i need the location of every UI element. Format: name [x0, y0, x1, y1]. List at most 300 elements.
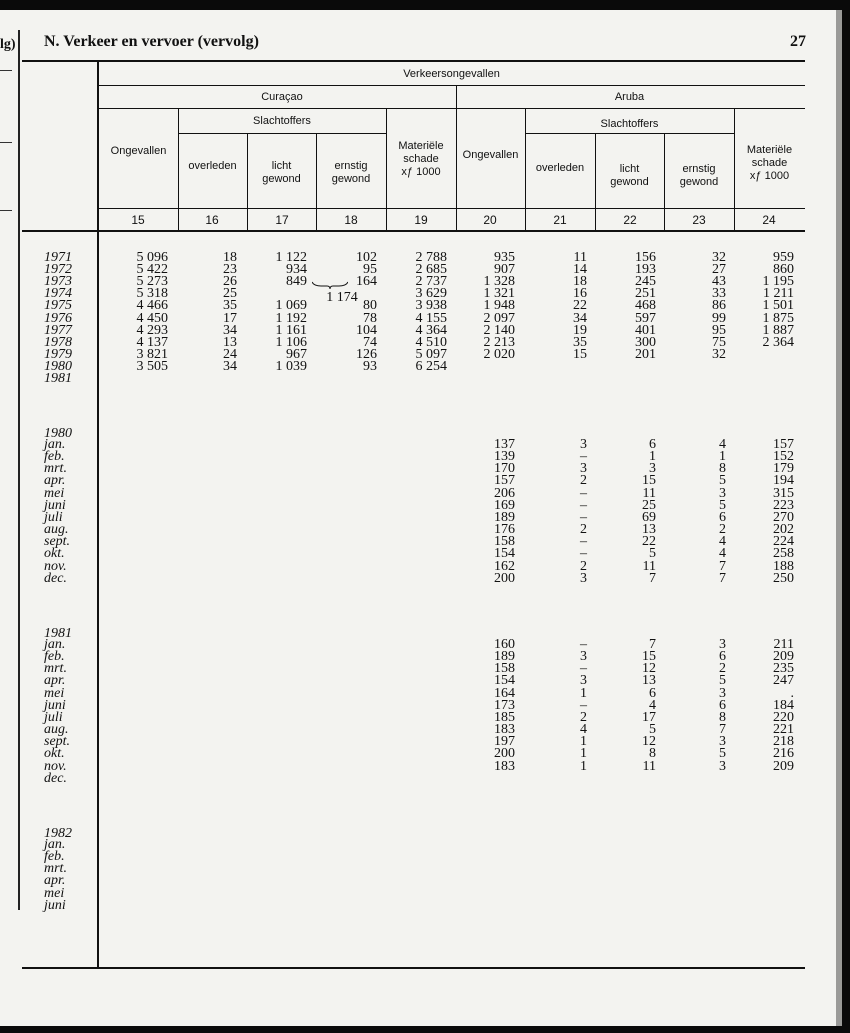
label: xƒ 1000	[749, 170, 790, 182]
table-row	[0, 497, 836, 513]
cell-col-21: 1	[580, 685, 587, 701]
cell-col-20: 183	[494, 758, 515, 774]
cell-col-21: 19	[573, 322, 587, 338]
label: Materiële	[746, 144, 793, 156]
column-number: 21	[553, 213, 567, 227]
cell-col-24: 218	[773, 734, 794, 750]
table-row	[0, 524, 836, 536]
cell-col-24: 247	[773, 673, 794, 689]
row-label: jan.	[44, 637, 66, 652]
cell-col-23: 32	[712, 346, 726, 362]
table-row	[0, 709, 836, 725]
previous-page-fragment: lg)	[0, 37, 16, 52]
cell-col-24: 202	[773, 522, 794, 538]
table-row	[0, 451, 836, 463]
cell-col-21: –	[580, 661, 587, 677]
cell-col-16: 26	[223, 274, 237, 290]
cell-col-20: 1 948	[483, 298, 515, 314]
row-label: aug.	[44, 722, 69, 738]
row-label: jan.	[44, 837, 66, 852]
table-row	[0, 758, 836, 774]
cell-col-21: –	[580, 497, 587, 513]
table-row	[0, 509, 836, 525]
cell-col-20: 189	[494, 509, 515, 525]
cell-col-20: 2 097	[483, 310, 515, 326]
row-label: juli	[44, 709, 63, 725]
curacao-overleden: overleden	[188, 160, 237, 172]
cell-col-22: 25	[642, 497, 656, 513]
cell-col-24: 860	[773, 262, 794, 278]
cell-col-22: 1	[649, 449, 656, 465]
table-row	[0, 439, 836, 451]
cell-col-24: 1 887	[762, 322, 794, 338]
cell-col-17: 1 039	[275, 358, 307, 374]
cell-col-23: 6	[719, 649, 726, 665]
row-label: 1972	[44, 262, 72, 278]
year-block-label: 1982	[44, 826, 72, 841]
row-label: feb.	[44, 649, 65, 665]
table-row	[0, 770, 836, 786]
cell-col-20: 157	[494, 473, 515, 489]
cell-col-23: 5	[719, 473, 726, 489]
cell-col-20: 2 213	[483, 334, 515, 350]
cell-col-21: 3	[580, 649, 587, 665]
cell-col-22: 5	[649, 722, 656, 738]
cell-col-21: 18	[573, 274, 587, 290]
table-row	[0, 736, 836, 748]
cell-col-23: 7	[719, 570, 726, 586]
row-label: mei	[44, 685, 65, 701]
rule	[98, 108, 805, 109]
cell-col-19: 3 938	[415, 298, 447, 314]
header-bottom-rule	[22, 230, 805, 232]
cell-col-20: 189	[494, 649, 515, 665]
label: gewond	[679, 176, 719, 188]
cell-col-16: 13	[223, 334, 237, 350]
curacao-header: Curaçao	[261, 91, 303, 103]
cell-col-21: 16	[573, 286, 587, 302]
cell-col-22: 251	[635, 286, 656, 302]
cell-col-22: 468	[635, 298, 656, 314]
table-row	[0, 685, 836, 701]
page-edge	[836, 10, 842, 1026]
cell-col-21: 2	[580, 709, 587, 725]
row-label: 1979	[44, 346, 72, 362]
cell-col-21: 3	[580, 437, 587, 452]
cell-col-22: 12	[642, 661, 656, 677]
cell-col-19: 6 254	[415, 358, 447, 374]
label: xƒ 1000	[401, 166, 441, 178]
cell-col-21: 1	[580, 758, 587, 774]
curacao-schade	[386, 140, 456, 179]
cell-col-15: 4 450	[136, 310, 168, 326]
column-number: 15	[131, 213, 145, 227]
column-number: 23	[692, 213, 706, 227]
row-label: 1981	[44, 371, 72, 386]
cell-col-23: 27	[712, 262, 726, 278]
cell-col-21: 22	[573, 298, 587, 314]
cell-col-22: 11	[642, 485, 656, 501]
cell-col-24: 194	[773, 473, 794, 489]
row-label: nov.	[44, 758, 67, 774]
cell-col-15: 5 318	[136, 286, 168, 302]
row-label: feb.	[44, 849, 65, 865]
table-row	[0, 570, 836, 586]
column-number: 19	[414, 213, 428, 227]
year-block-label: 1980	[44, 426, 72, 441]
cell-col-23: 95	[712, 322, 726, 338]
cell-col-18: 102	[356, 250, 377, 265]
cell-col-22: 5	[649, 546, 656, 562]
cell-col-24: 1 501	[762, 298, 794, 314]
row-label: 1974	[44, 286, 72, 302]
cell-col-18: 104	[356, 322, 377, 338]
cell-col-21: 3	[580, 570, 587, 586]
cell-col-23: 6	[719, 509, 726, 525]
cell-col-18: 80	[363, 298, 377, 314]
cell-col-23: 7	[719, 722, 726, 738]
cell-col-17: 1 161	[275, 322, 307, 338]
row-label: apr.	[44, 473, 66, 489]
table-row	[0, 863, 836, 875]
cell-col-22: 7	[649, 570, 656, 586]
cell-col-23: 5	[719, 673, 726, 689]
cell-col-21: 2	[580, 558, 587, 574]
row-label: mei	[44, 885, 65, 901]
cell-col-21: –	[580, 485, 587, 501]
cell-col-17: 1 192	[275, 310, 307, 326]
year-block-label: 1981	[44, 626, 72, 641]
cell-col-15: 5 096	[136, 250, 168, 265]
cell-col-23: 43	[712, 274, 726, 290]
cell-col-19: 4 510	[415, 334, 447, 350]
aruba-overleden: overleden	[535, 162, 585, 174]
cell-col-20: 200	[494, 746, 515, 762]
row-label: okt.	[44, 546, 65, 562]
aruba-slachtoffers: Slachtoffers	[600, 118, 659, 130]
cell-col-17: 934	[286, 262, 307, 278]
cell-col-16: 17	[223, 310, 237, 326]
cell-col-15: 4 293	[136, 322, 168, 338]
cell-col-22: 12	[642, 734, 656, 750]
cell-col-23: 5	[719, 497, 726, 513]
cell-col-20: 169	[494, 497, 515, 513]
cell-col-20: 154	[494, 546, 515, 562]
cell-col-24: 216	[773, 746, 794, 762]
row-label: 1971	[44, 250, 72, 265]
cell-col-24: .	[790, 685, 794, 701]
table-row	[0, 851, 836, 863]
cell-col-24: 2 364	[762, 334, 794, 350]
cell-col-19: 4 364	[415, 322, 447, 338]
cell-col-20: 206	[494, 485, 515, 501]
bottom-rule	[22, 967, 805, 969]
aruba-ernstig	[664, 163, 734, 189]
label: gewond	[610, 176, 649, 188]
cell-col-24: 270	[773, 509, 794, 525]
row-label: nov.	[44, 558, 67, 574]
row-label: mrt.	[44, 661, 67, 677]
cell-col-20: 183	[494, 722, 515, 738]
row-label: 1973	[44, 274, 72, 290]
cell-col-23: 8	[719, 709, 726, 725]
table-row	[0, 839, 836, 851]
cell-col-20: 162	[494, 558, 515, 574]
cell-col-20: 185	[494, 709, 515, 725]
combined-1973-1974-value: 1 174	[326, 290, 358, 305]
cell-col-20: 935	[494, 250, 515, 265]
rule	[98, 208, 805, 209]
cell-col-20: 164	[494, 685, 515, 701]
cell-col-24: 258	[773, 546, 794, 562]
cell-col-20: 176	[494, 522, 515, 538]
label: ernstig	[334, 160, 368, 172]
cell-col-24: 184	[773, 697, 794, 713]
row-label: sept.	[44, 734, 71, 750]
label: schade	[751, 157, 788, 169]
cell-col-20: 137	[494, 437, 515, 452]
row-label: apr.	[44, 673, 66, 689]
row-label: mei	[44, 485, 65, 501]
column-number: 16	[205, 213, 219, 227]
cell-col-24: 179	[773, 461, 794, 477]
cell-col-21: –	[580, 534, 587, 550]
column-number: 17	[275, 213, 289, 227]
cell-col-20: 1 321	[483, 286, 515, 302]
row-label: 1977	[44, 322, 72, 338]
rule	[178, 133, 386, 134]
cell-col-15: 5 273	[136, 274, 168, 290]
cell-col-17: 849	[286, 274, 307, 290]
cell-col-21: –	[580, 449, 587, 465]
cell-col-21: 2	[580, 473, 587, 489]
cell-col-23: 86	[712, 298, 726, 314]
rule	[98, 85, 805, 86]
cell-col-15: 4 466	[136, 298, 168, 314]
cell-col-23: 75	[712, 334, 726, 350]
cell-col-16: 35	[223, 298, 237, 314]
cell-col-22: 15	[642, 649, 656, 665]
row-label: okt.	[44, 746, 65, 762]
cell-col-23: 3	[719, 685, 726, 701]
table-row	[0, 748, 836, 760]
cell-col-15: 3 821	[136, 346, 168, 362]
cell-col-24: 959	[773, 250, 794, 265]
cell-col-20: 2 020	[483, 346, 515, 362]
column-number: 20	[483, 213, 497, 227]
cell-col-24: 1 195	[762, 274, 794, 290]
cell-col-20: 173	[494, 697, 515, 713]
row-label: feb.	[44, 449, 65, 465]
cell-col-18: 78	[363, 310, 377, 326]
table-row	[0, 875, 836, 887]
cell-col-23: 4	[719, 546, 726, 562]
table-row	[0, 897, 836, 913]
section-title: N. Verkeer en vervoer (vervolg)	[44, 33, 259, 50]
cell-col-16: 34	[223, 322, 237, 338]
row-label: sept.	[44, 534, 71, 550]
cell-col-23: 2	[719, 661, 726, 677]
cell-col-22: 11	[642, 758, 656, 774]
top-rule	[22, 60, 805, 62]
row-label: 1980	[44, 358, 72, 374]
cell-col-21: –	[580, 509, 587, 525]
cell-col-22: 8	[649, 746, 656, 762]
cell-col-23: 4	[719, 534, 726, 550]
cell-col-15: 5 422	[136, 262, 168, 278]
table-row	[0, 724, 836, 736]
cell-col-21: 15	[573, 346, 587, 362]
cell-col-16: 24	[223, 346, 237, 362]
table-row	[0, 558, 836, 574]
cell-col-24: 1 875	[762, 310, 794, 326]
cell-col-17: 1 122	[275, 250, 307, 265]
row-label: mrt.	[44, 861, 67, 877]
row-label: dec.	[44, 770, 67, 786]
cell-col-23: 2	[719, 522, 726, 538]
cell-col-16: 34	[223, 358, 237, 374]
cell-col-23: 6	[719, 697, 726, 713]
label: schade	[403, 153, 439, 165]
row-label: dec.	[44, 570, 67, 586]
cell-col-19: 4 155	[415, 310, 447, 326]
table-row	[0, 463, 836, 475]
label: licht	[619, 163, 640, 175]
cell-col-24: 1 211	[763, 286, 794, 302]
cell-col-21: 34	[573, 310, 587, 326]
cell-col-24: 235	[773, 661, 794, 677]
table-row	[0, 663, 836, 675]
cell-col-24: 223	[773, 497, 794, 513]
cell-col-20: 197	[494, 734, 515, 750]
cell-col-18: 126	[356, 346, 377, 362]
row-label: apr.	[44, 873, 66, 889]
column-number: 24	[762, 213, 776, 227]
cell-col-20: 1 328	[483, 274, 515, 290]
cell-col-20: 200	[494, 570, 515, 586]
cell-col-21: –	[580, 546, 587, 562]
cell-col-20: 158	[494, 534, 515, 550]
label: gewond	[262, 173, 301, 185]
cell-col-19: 3 629	[415, 286, 447, 302]
cell-col-21: 1	[580, 734, 587, 750]
rule	[525, 133, 734, 134]
cell-col-18: 74	[363, 334, 377, 350]
table-row	[0, 885, 836, 901]
cell-col-24: 157	[773, 437, 794, 452]
cell-col-21: –	[580, 697, 587, 713]
cell-col-22: 69	[642, 509, 656, 525]
cell-col-22: 15	[642, 473, 656, 489]
cell-col-22: 3	[649, 461, 656, 477]
cell-col-21: 3	[580, 461, 587, 477]
cell-col-15: 3 505	[136, 358, 168, 374]
prev-page-rule	[0, 210, 12, 211]
row-label: 1978	[44, 334, 72, 350]
label: ernstig	[682, 163, 716, 175]
cell-col-18: 95	[363, 262, 377, 278]
cell-col-24: 209	[773, 758, 794, 774]
cell-col-21: 11	[573, 250, 587, 265]
cell-col-21: –	[580, 637, 587, 652]
cell-col-20: 907	[494, 262, 515, 278]
cell-col-24: 220	[773, 709, 794, 725]
cell-col-17: 1 106	[275, 334, 307, 350]
cell-col-22: 11	[642, 558, 656, 574]
cell-col-24: 188	[773, 558, 794, 574]
cell-col-22: 17	[642, 709, 656, 725]
cell-col-22: 245	[635, 274, 656, 290]
cell-col-19: 2 685	[415, 262, 447, 278]
cell-col-22: 6	[649, 685, 656, 701]
cell-col-23: 5	[719, 746, 726, 762]
curacao-ernstig	[316, 160, 386, 186]
cell-col-15: 4 137	[136, 334, 168, 350]
cell-col-23: 8	[719, 461, 726, 477]
prev-page-rule	[0, 70, 12, 71]
cell-col-22: 6	[649, 437, 656, 452]
row-label: jan.	[44, 437, 66, 452]
table-row	[0, 548, 836, 560]
cell-col-22: 156	[635, 250, 656, 265]
prev-page-rule	[0, 142, 12, 143]
curacao-slachtoffers: Slachtoffers	[253, 115, 311, 127]
cell-col-19: 2 788	[415, 250, 447, 265]
cell-col-23: 3	[719, 734, 726, 750]
cell-col-16: 23	[223, 262, 237, 278]
cell-col-21: 3	[580, 673, 587, 689]
label: Materiële	[398, 140, 444, 152]
curacao-ongevallen: Ongevallen	[110, 145, 167, 157]
aruba-schade	[734, 144, 805, 183]
cell-col-16: 18	[223, 250, 237, 265]
table-row	[0, 675, 836, 687]
column-number: 22	[623, 213, 637, 227]
cell-col-22: 22	[642, 534, 656, 550]
label: licht	[271, 160, 292, 172]
cell-col-22: 4	[649, 697, 656, 713]
cell-col-17: 967	[286, 346, 307, 362]
cell-col-23: 1	[719, 449, 726, 465]
row-label: juli	[44, 509, 63, 525]
cell-col-23: 3	[719, 637, 726, 652]
curacao-licht	[247, 160, 316, 186]
row-label: 1975	[44, 298, 72, 314]
cell-col-23: 33	[712, 286, 726, 302]
cell-col-22: 597	[635, 310, 656, 326]
table-row	[0, 485, 836, 501]
cell-col-19: 2 737	[415, 274, 447, 290]
cell-col-18: 164	[356, 274, 377, 290]
aruba-header: Aruba	[614, 91, 645, 103]
aruba-licht	[595, 163, 664, 189]
page-number: 27	[790, 33, 806, 50]
cell-col-20: 160	[494, 637, 515, 652]
table-row	[0, 373, 836, 385]
cell-col-20: 139	[494, 449, 515, 465]
label: gewond	[331, 173, 371, 185]
cell-col-22: 201	[635, 346, 656, 362]
cell-col-18: 93	[363, 358, 377, 374]
cell-col-16: 25	[223, 286, 237, 302]
row-label: aug.	[44, 522, 69, 538]
cell-col-24: 152	[773, 449, 794, 465]
cell-col-21: 14	[573, 262, 587, 278]
cell-col-24: 211	[773, 637, 794, 652]
cell-col-24: 224	[773, 534, 794, 550]
cell-col-24: 315	[773, 485, 794, 501]
table-row	[0, 475, 836, 487]
